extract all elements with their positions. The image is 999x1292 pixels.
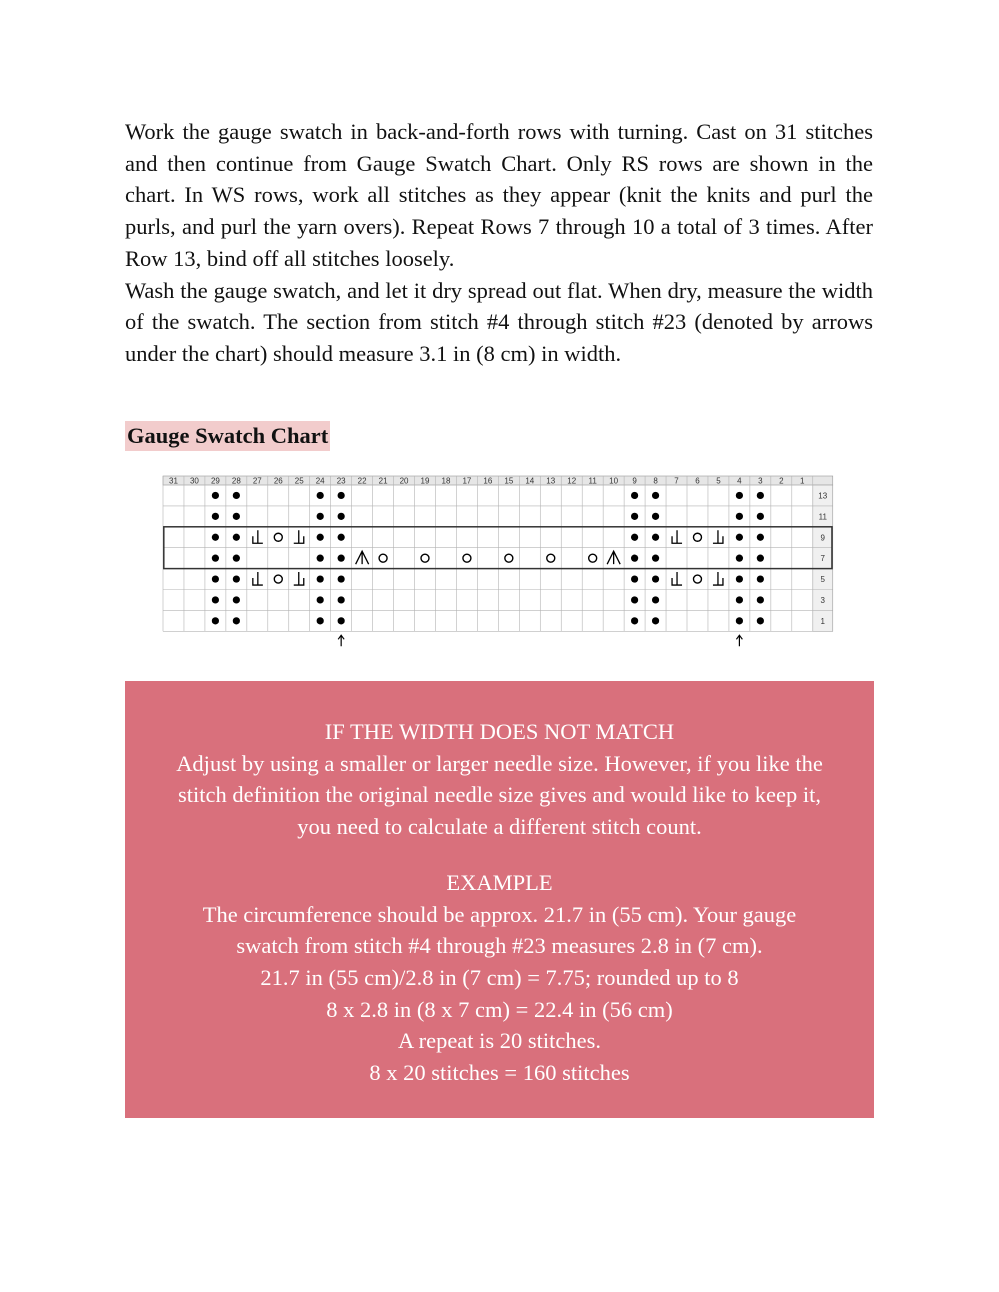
purl-symbol <box>652 492 659 499</box>
purl-symbol <box>652 596 659 603</box>
stitch-number-label: 5 <box>716 476 721 486</box>
callout-advice <box>125 716 874 843</box>
purl-symbol <box>652 513 659 520</box>
stitch-number-label: 23 <box>336 476 346 486</box>
purl-symbol <box>757 575 764 582</box>
row-number-label: 5 <box>820 575 825 585</box>
purl-symbol <box>736 575 743 582</box>
stitch-number-label: 11 <box>588 476 597 486</box>
yarn-over-symbol <box>505 554 513 562</box>
yarn-over-symbol <box>379 554 387 562</box>
yarn-over-symbol <box>421 554 429 562</box>
purl-symbol <box>338 555 345 562</box>
purl-symbol <box>736 534 743 541</box>
purl-symbol <box>338 513 345 520</box>
ssk-symbol <box>294 572 304 585</box>
intro-paragraph-2: Wash the gauge swatch, and let it dry spread out flat. When dry, measure the width of the swatch. The section from stitch #4 through stitch #23 (denoted by arrows under the chart) should measure 3.1 in (8 cm) in width. <box>125 277 873 366</box>
ssk-symbol <box>294 530 304 543</box>
stitch-number-label: 21 <box>378 476 388 486</box>
purl-symbol <box>212 575 219 582</box>
ssk-symbol <box>713 572 723 585</box>
stitch-number-label: 19 <box>420 476 430 486</box>
stitch-number-label: 1 <box>800 476 805 486</box>
purl-symbol <box>233 492 240 499</box>
example-line: 21.7 in (55 cm)/2.8 in (7 cm) = 7.75; rounded up to 8 <box>260 964 739 990</box>
width-callout-box <box>125 681 874 1118</box>
example-line: swatch from stitch #4 through #23 measures 2.8 in (7 cm). <box>236 933 763 959</box>
measure-arrow-icon <box>736 635 742 646</box>
purl-symbol <box>652 555 659 562</box>
purl-symbol <box>317 555 324 562</box>
stitch-number-label: 26 <box>273 476 283 486</box>
purl-symbol <box>736 555 743 562</box>
purl-symbol <box>317 617 324 624</box>
stitch-number-label: 6 <box>695 476 700 486</box>
k2tog-symbol <box>253 572 263 585</box>
purl-symbol <box>317 534 324 541</box>
stitch-number-label: 20 <box>399 476 409 486</box>
double-decrease-symbol <box>607 551 620 564</box>
row-number-label: 11 <box>818 512 827 522</box>
stitch-number-label: 9 <box>632 476 637 486</box>
yarn-over-symbol <box>693 575 701 583</box>
yarn-over-symbol <box>274 533 282 541</box>
purl-symbol <box>736 513 743 520</box>
stitch-number-label: 14 <box>525 476 535 486</box>
purl-symbol <box>736 492 743 499</box>
callout-line: you need to calculate a different stitch count. <box>297 814 702 840</box>
yarn-over-symbol <box>693 533 701 541</box>
stitch-number-label: 28 <box>231 476 241 486</box>
k2tog-symbol <box>672 530 682 543</box>
purl-symbol <box>757 596 764 603</box>
yarn-over-symbol <box>589 554 597 562</box>
stitch-number-label: 27 <box>252 476 262 486</box>
purl-symbol <box>736 596 743 603</box>
purl-symbol <box>338 596 345 603</box>
purl-symbol <box>212 555 219 562</box>
section-title: Gauge Swatch Chart <box>125 421 330 451</box>
callout-example <box>125 867 874 1089</box>
purl-symbol <box>317 596 324 603</box>
stitch-number-label: 22 <box>357 476 367 486</box>
callout-line: Adjust by using a smaller or larger needle size. However, if you like the <box>176 750 823 776</box>
example-line: 8 x 2.8 in (8 x 7 cm) = 22.4 in (56 cm) <box>326 996 673 1022</box>
stitch-number-label: 18 <box>441 476 451 486</box>
purl-symbol <box>233 575 240 582</box>
stitch-number-label: 25 <box>294 476 304 486</box>
purl-symbol <box>338 492 345 499</box>
purl-symbol <box>233 596 240 603</box>
purl-symbol <box>233 513 240 520</box>
stitch-number-label: 13 <box>546 476 556 486</box>
purl-symbol <box>233 555 240 562</box>
purl-symbol <box>757 555 764 562</box>
purl-symbol <box>631 492 638 499</box>
purl-symbol <box>317 492 324 499</box>
ssk-symbol <box>713 530 723 543</box>
intro-text <box>125 116 873 370</box>
purl-symbol <box>212 513 219 520</box>
example-heading: EXAMPLE <box>446 869 553 895</box>
stitch-number-label: 15 <box>504 476 514 486</box>
stitch-number-label: 7 <box>674 476 679 486</box>
example-line: 8 x 20 stitches = 160 stitches <box>369 1060 630 1086</box>
purl-symbol <box>631 513 638 520</box>
purl-symbol <box>338 575 345 582</box>
row-number-label: 3 <box>820 595 825 605</box>
measure-arrow-icon <box>338 635 344 646</box>
stitch-number-label: 4 <box>737 476 742 486</box>
purl-symbol <box>631 534 638 541</box>
purl-symbol <box>233 617 240 624</box>
purl-symbol <box>212 492 219 499</box>
row-number-label: 7 <box>820 554 825 564</box>
double-decrease-symbol <box>356 551 369 564</box>
purl-symbol <box>317 513 324 520</box>
purl-symbol <box>757 534 764 541</box>
purl-symbol <box>757 513 764 520</box>
stitch-number-label: 12 <box>567 476 577 486</box>
purl-symbol <box>652 534 659 541</box>
purl-symbol <box>736 617 743 624</box>
purl-symbol <box>631 575 638 582</box>
example-line: A repeat is 20 stitches. <box>397 1028 602 1054</box>
callout-line: stitch definition the original needle size gives and would like to keep it, <box>178 782 821 808</box>
stitch-number-label: 2 <box>779 476 784 486</box>
yarn-over-symbol <box>547 554 555 562</box>
stitch-number-label: 24 <box>315 476 325 486</box>
stitch-number-label: 10 <box>609 476 619 486</box>
callout-heading: IF THE WIDTH DOES NOT MATCH <box>324 719 675 744</box>
row-number-label: 9 <box>820 533 825 543</box>
k2tog-symbol <box>253 530 263 543</box>
purl-symbol <box>317 575 324 582</box>
purl-symbol <box>212 534 219 541</box>
purl-symbol <box>652 617 659 624</box>
stitch-number-label: 29 <box>210 476 220 486</box>
purl-symbol <box>212 596 219 603</box>
yarn-over-symbol <box>274 575 282 583</box>
yarn-over-symbol <box>463 554 471 562</box>
stitch-number-label: 3 <box>758 476 763 486</box>
stitch-number-label: 16 <box>483 476 493 486</box>
chart-header-band <box>163 476 833 485</box>
purl-symbol <box>652 575 659 582</box>
purl-symbol <box>338 534 345 541</box>
stitch-number-label: 30 <box>189 476 199 486</box>
gauge-swatch-chart <box>163 476 838 646</box>
stitch-number-label: 31 <box>169 476 178 486</box>
row-number-label: 13 <box>818 491 828 501</box>
stitch-number-label: 17 <box>462 476 472 486</box>
purl-symbol <box>212 617 219 624</box>
example-line: The circumference should be approx. 21.7 in (55 cm). Your gauge <box>202 901 797 927</box>
purl-symbol <box>233 534 240 541</box>
row-number-label: 1 <box>820 616 825 626</box>
purl-symbol <box>338 617 345 624</box>
k2tog-symbol <box>672 572 682 585</box>
purl-symbol <box>631 555 638 562</box>
stitch-number-label: 8 <box>653 476 658 486</box>
purl-symbol <box>631 617 638 624</box>
purl-symbol <box>757 492 764 499</box>
purl-symbol <box>631 596 638 603</box>
purl-symbol <box>757 617 764 624</box>
intro-paragraph-1: Work the gauge swatch in back-and-forth rows with turning. Cast on 31 stitches and then continue from Gauge Swatch Chart. Only RS rows are shown in the chart. In WS rows, work all stitches as they appear (knit the knits and purl the purls, and purl the yarn overs). Repeat Rows 7 through 10 a total of 3 times. After Row 13, bind off all stitches loosely. <box>125 119 873 271</box>
